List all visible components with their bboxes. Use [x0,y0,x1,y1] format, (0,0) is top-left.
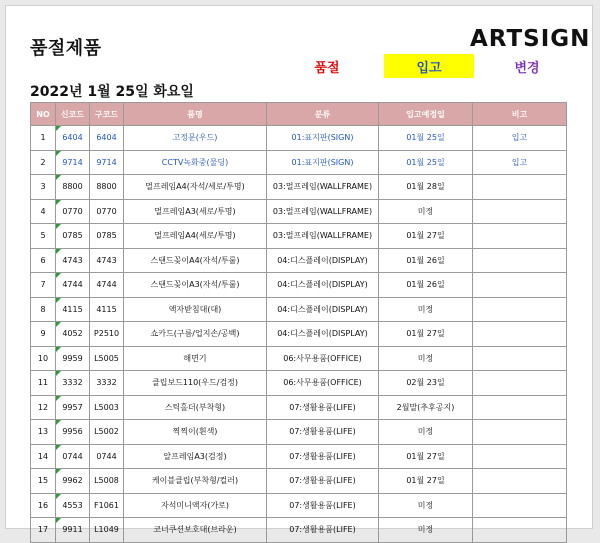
table-row [31,420,567,445]
cell-category[interactable]: 07:생활용품(LIFE) [267,395,379,420]
cell-old-code[interactable]: F1061 [90,493,124,518]
cell-arrival-date[interactable]: 01월 25일 [379,150,473,175]
cell-product-name[interactable]: 고정문(우드) [124,126,267,151]
table-row [31,322,567,347]
cell-category[interactable]: 07:생활용품(LIFE) [267,469,379,494]
cell-new-code[interactable]: 4052 [56,322,90,347]
cell-no[interactable]: 12 [31,395,56,420]
cell-new-code[interactable]: 9956 [56,420,90,445]
table-row [31,150,567,175]
cell-new-code[interactable]: 4115 [56,297,90,322]
cell-arrival-date[interactable]: 01월 27일 [379,444,473,469]
cell-new-code[interactable]: 4553 [56,493,90,518]
cell-no[interactable]: 10 [31,346,56,371]
report-date: 2022년 1월 25일 화요일 [30,84,194,100]
cell-category[interactable]: 04:디스플레이(DISPLAY) [267,273,379,298]
cell-no[interactable]: 2 [31,150,56,175]
cell-category[interactable]: 07:생활용품(LIFE) [267,420,379,445]
cell-category[interactable]: 01:표지판(SIGN) [267,150,379,175]
cell-no[interactable]: 15 [31,469,56,494]
cell-note[interactable] [473,493,567,518]
cell-no[interactable]: 1 [31,126,56,151]
cell-note[interactable] [473,395,567,420]
cell-old-code[interactable]: 0785 [90,224,124,249]
cell-category[interactable]: 07:생활용품(LIFE) [267,444,379,469]
cell-old-code[interactable]: 4115 [90,297,124,322]
cell-product-name[interactable]: 스탠드꽂이A3(자석/투룰) [124,273,267,298]
cell-no[interactable]: 16 [31,493,56,518]
cell-old-code[interactable]: L5003 [90,395,124,420]
cell-old-code[interactable]: L5002 [90,420,124,445]
table-row [31,224,567,249]
cell-no[interactable]: 17 [31,518,56,543]
cell-new-code[interactable]: 0770 [56,199,90,224]
cell-new-code[interactable]: 9959 [56,346,90,371]
cell-old-code[interactable]: 9714 [90,150,124,175]
header-old-code: 구코드 [90,103,124,126]
cell-note[interactable]: 입고 [473,150,567,175]
header-no: NO [31,103,56,126]
cell-new-code[interactable]: 9962 [56,469,90,494]
cell-product-name[interactable]: 클립보드110(우드/검정) [124,371,267,396]
cell-product-name[interactable]: 멀프레임A4(세로/투명) [124,224,267,249]
page-title: 품절제품 [30,38,102,59]
cell-arrival-date[interactable]: 미정 [379,346,473,371]
cell-note[interactable] [473,199,567,224]
cell-note[interactable] [473,297,567,322]
cell-product-name[interactable]: 자석미니액자(가로) [124,493,267,518]
cell-old-code[interactable]: 4743 [90,248,124,273]
cell-category[interactable]: 04:디스플레이(DISPLAY) [267,297,379,322]
cell-product-name[interactable]: 쇼카드(구름/업지손/공백) [124,322,267,347]
cell-category[interactable]: 07:생활용품(LIFE) [267,518,379,543]
header-arrival-date: 입고예정일 [379,103,473,126]
cell-new-code[interactable]: 6404 [56,126,90,151]
legend-change: 변경 [514,60,540,76]
cell-no[interactable]: 3 [31,175,56,200]
table-row [31,518,567,543]
table-row [31,346,567,371]
cell-arrival-date[interactable]: 01월 28일 [379,175,473,200]
cell-arrival-date[interactable]: 미정 [379,518,473,543]
table-row [31,371,567,396]
cell-category[interactable]: 03:멀프레임(WALLFRAME) [267,175,379,200]
cell-arrival-date[interactable]: 01월 27일 [379,469,473,494]
cell-product-name[interactable]: 멀프레임A3(세로/투명) [124,199,267,224]
cell-category[interactable]: 07:생활용품(LIFE) [267,493,379,518]
cell-product-name[interactable]: 해면기 [124,346,267,371]
table-row [31,175,567,200]
cell-note[interactable] [473,273,567,298]
cell-old-code[interactable]: 4744 [90,273,124,298]
cell-product-name[interactable]: CCTV녹화중(물딩) [124,150,267,175]
cell-note[interactable] [473,248,567,273]
cell-old-code[interactable]: 6404 [90,126,124,151]
cell-old-code[interactable]: P2510 [90,322,124,347]
cell-old-code[interactable]: L5008 [90,469,124,494]
cell-note[interactable] [473,444,567,469]
cell-note[interactable] [473,346,567,371]
cell-no[interactable]: 11 [31,371,56,396]
cell-product-name[interactable]: 찍찍이(흰색) [124,420,267,445]
cell-product-name[interactable]: 멀프레임A4(자석/세로/투명) [124,175,267,200]
cell-new-code[interactable]: 0744 [56,444,90,469]
table-row [31,199,567,224]
cell-arrival-date[interactable]: 01월 26일 [379,248,473,273]
cell-no[interactable]: 7 [31,273,56,298]
cell-category[interactable]: 04:디스플레이(DISPLAY) [267,248,379,273]
cell-category[interactable]: 03:멀프레임(WALLFRAME) [267,199,379,224]
table-row [31,248,567,273]
cell-old-code[interactable]: L5005 [90,346,124,371]
cell-no[interactable]: 13 [31,420,56,445]
cell-product-name[interactable]: 코너쿠션보호대(브라운) [124,518,267,543]
table-header-row [31,103,567,126]
cell-old-code[interactable]: 0770 [90,199,124,224]
legend-stockout: 품절 [314,60,340,76]
cell-arrival-date[interactable]: 01월 27일 [379,224,473,249]
cell-arrival-date[interactable]: 2월말(추후공지) [379,395,473,420]
cell-new-code[interactable]: 9714 [56,150,90,175]
header-product-name: 품명 [124,103,267,126]
cell-old-code[interactable]: L1049 [90,518,124,543]
cell-new-code[interactable]: 9957 [56,395,90,420]
cell-category[interactable]: 06:사무용품(OFFICE) [267,371,379,396]
cell-category[interactable]: 06:사무용품(OFFICE) [267,346,379,371]
table-row [31,493,567,518]
cell-category[interactable]: 04:디스플레이(DISPLAY) [267,322,379,347]
cell-note[interactable] [473,518,567,543]
cell-no[interactable]: 9 [31,322,56,347]
spreadsheet-sheet [5,5,593,535]
cell-arrival-date[interactable]: 미정 [379,199,473,224]
cell-no[interactable]: 8 [31,297,56,322]
cell-no[interactable]: 6 [31,248,56,273]
cell-no[interactable]: 4 [31,199,56,224]
cell-note[interactable] [473,371,567,396]
table-row [31,297,567,322]
header-note: 비고 [473,103,567,126]
cell-arrival-date[interactable]: 01월 26일 [379,273,473,298]
cell-old-code[interactable]: 8800 [90,175,124,200]
stockout-table [30,102,567,543]
cell-product-name[interactable]: 스틱홀더(부착형) [124,395,267,420]
cell-note[interactable] [473,322,567,347]
legend-arrival: 입고 [384,54,474,78]
cell-new-code[interactable]: 0785 [56,224,90,249]
cell-arrival-date[interactable]: 미정 [379,493,473,518]
cell-note[interactable] [473,224,567,249]
cell-note[interactable] [473,175,567,200]
cell-arrival-date[interactable]: 미정 [379,297,473,322]
cell-note[interactable] [473,469,567,494]
cell-product-name[interactable]: 액자받침대(대) [124,297,267,322]
table-row [31,395,567,420]
table-row [31,273,567,298]
cell-note[interactable] [473,420,567,445]
cell-category[interactable]: 03:멀프레임(WALLFRAME) [267,224,379,249]
cell-product-name[interactable]: 케이블클립(부착형/컬러) [124,469,267,494]
table-row [31,469,567,494]
header-category: 분류 [267,103,379,126]
cell-old-code[interactable]: 3332 [90,371,124,396]
table-row [31,126,567,151]
cell-new-code[interactable]: 8800 [56,175,90,200]
cell-product-name[interactable]: 스탠드꽂이A4(자석/투룰) [124,248,267,273]
cell-category[interactable]: 01:표지판(SIGN) [267,126,379,151]
cell-new-code[interactable]: 4743 [56,248,90,273]
cell-arrival-date[interactable]: 01월 27일 [379,322,473,347]
cell-new-code[interactable]: 3332 [56,371,90,396]
cell-no[interactable]: 5 [31,224,56,249]
brand-logo: ARTSIGN [470,26,591,52]
cell-arrival-date[interactable]: 미정 [379,420,473,445]
cell-arrival-date[interactable]: 01월 25일 [379,126,473,151]
cell-new-code[interactable]: 4744 [56,273,90,298]
cell-old-code[interactable]: 0744 [90,444,124,469]
cell-no[interactable]: 14 [31,444,56,469]
cell-new-code[interactable]: 9911 [56,518,90,543]
header-new-code: 신코드 [56,103,90,126]
cell-arrival-date[interactable]: 02월 23일 [379,371,473,396]
cell-note[interactable]: 입고 [473,126,567,151]
cell-product-name[interactable]: 알프레임A3(검정) [124,444,267,469]
table-row [31,444,567,469]
